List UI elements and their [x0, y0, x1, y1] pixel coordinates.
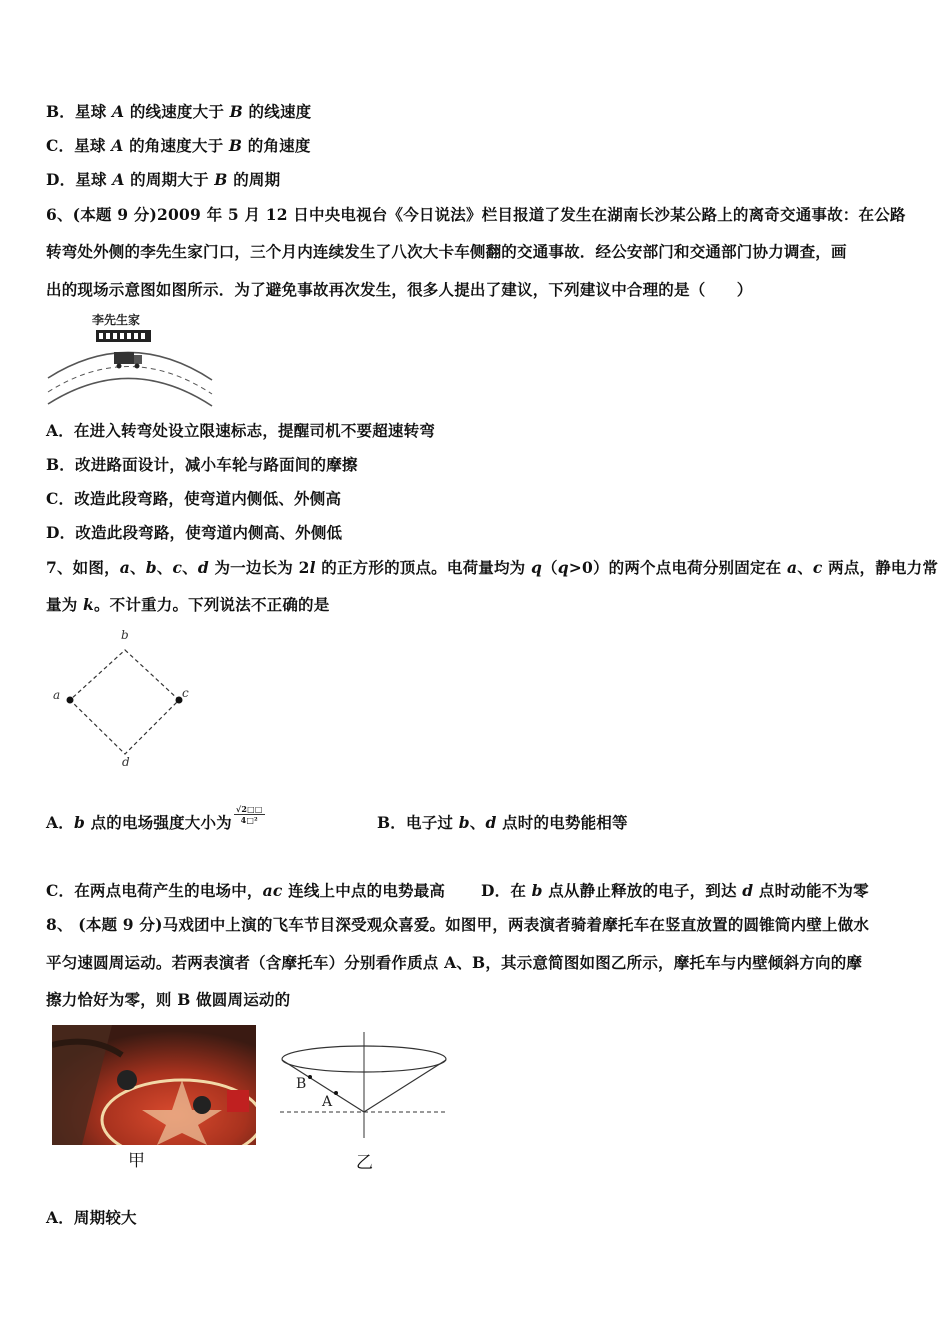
q6-option-c: C．改造此段弯路，使弯道内侧低、外侧高 — [46, 489, 342, 508]
q8-stem-line1: 8、 (本题 9 分)马戏团中上演的飞车节目深受观众喜爱。如图甲，两表演者骑着摩托车在竖直放置的圆锥筒内壁上做水 — [46, 915, 870, 934]
q7-stem-line2: 量为 k。不计重力。下列说法不正确的是 — [46, 595, 330, 614]
label-b: B — [296, 1076, 307, 1092]
vertex-label-b: b — [121, 628, 129, 642]
cone-diagram — [276, 1030, 452, 1140]
q5-option-c: C．星球 A 的角速度大于 B 的角速度 — [46, 136, 311, 155]
q6-stem-line3: 出的现场示意图如图所示．为了避免事故再次发生，很多人提出了建议，下列建议中合理的是（ ） — [46, 280, 753, 299]
field-strength-fraction: $\frac{√2□□}{\text{4□²}}$ — [235, 803, 263, 825]
q7-stem-line1: 7、如图，a、b、c、d 为一边长为 2l 的正方形的顶点。电荷量均为 q（q>0）的两个点电荷分别固定在 a、c 两点，静电力常 — [46, 558, 939, 577]
vertex-label-a: a — [53, 688, 61, 702]
q6-option-a: A．在进入转弯处设立限速标志，提醒司机不要超速转弯 — [46, 421, 436, 440]
vertex-label-c: c — [182, 686, 189, 700]
q7-option-a: A．b 点的电场强度大小为 $\frac{√2□□}{\text{4□²}}$ — [46, 803, 263, 832]
label-a: A — [322, 1094, 333, 1110]
house-label: 李先生家 — [92, 313, 141, 327]
q7-option-b: B．电子过 b、d 点时的电势能相等 — [377, 813, 628, 832]
square-dashed-outline — [70, 650, 179, 754]
q8-stem-line3: 擦力恰好为零，则 B 做圆周运动的 — [46, 990, 291, 1009]
road-curve-figure — [44, 310, 216, 408]
q6-option-d: D．改造此段弯路，使弯道内侧高、外侧低 — [46, 523, 343, 542]
circus-photo — [52, 1025, 256, 1145]
q6-stem-line1: 6、(本题 9 分)2009 年 5 月 12 日中央电视台《今日说法》栏目报道了发生在湖南长沙某公路上的离奇交通事故：在公路 — [46, 205, 906, 224]
charge-a — [67, 697, 74, 704]
point-a — [334, 1091, 338, 1095]
point-b — [308, 1075, 312, 1079]
q6-option-b: B．改进路面设计，减小车轮与路面间的摩擦 — [46, 455, 358, 474]
square-charges-figure — [46, 626, 196, 772]
q8-stem-line2: 平匀速圆周运动。若两表演者（含摩托车）分别看作质点 A、B，其示意简图如图乙所示，摩托车与内壁倾斜方向的摩 — [46, 953, 863, 972]
road-center-line — [48, 366, 212, 394]
q8-option-a: A．周期较大 — [46, 1208, 137, 1227]
q7-option-c: C．在两点电荷产生的电场中，ac 连线上中点的电势最高 — [46, 881, 446, 900]
vertex-label-d: d — [122, 755, 130, 769]
q5-option-d: D．星球 A 的周期大于 B 的周期 — [46, 170, 281, 189]
road-inner-edge — [48, 378, 212, 406]
q6-stem-line2: 转弯处外侧的李先生家门口，三个月内连续发生了八次大卡车侧翻的交通事故．经公安部门和交通部门协力调查，画 — [46, 242, 847, 261]
caption-jia: 甲 — [128, 1151, 145, 1171]
caption-yi: 乙 — [356, 1153, 373, 1173]
q5-option-b: B．星球 A 的线速度大于 B 的线速度 — [46, 102, 312, 121]
q7-option-d: D．在 b 点从静止释放的电子，到达 d 点时动能不为零 — [481, 881, 869, 900]
